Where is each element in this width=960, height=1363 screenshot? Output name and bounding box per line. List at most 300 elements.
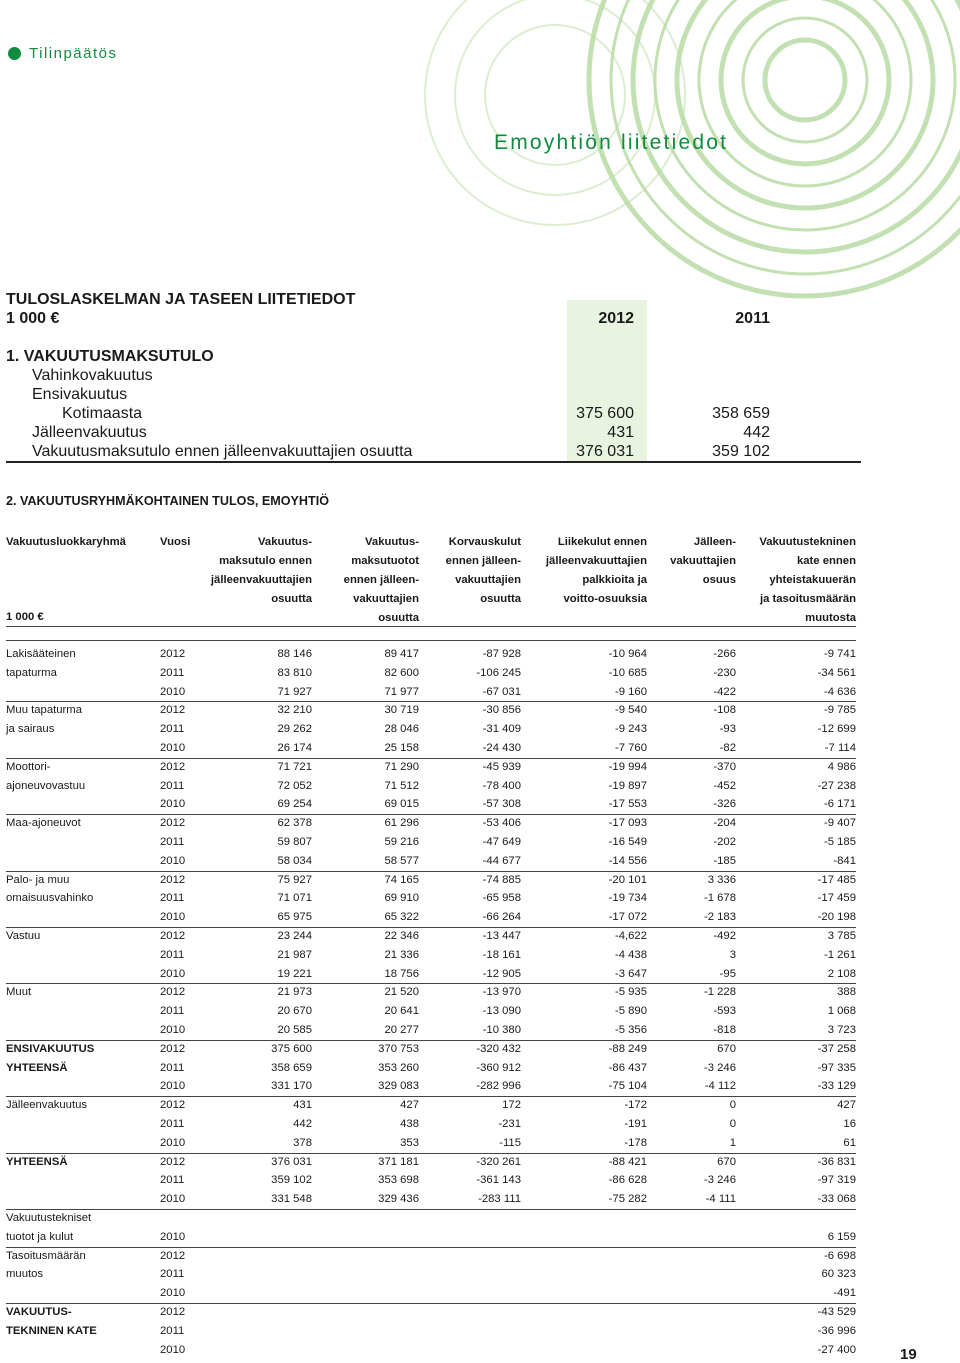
cell-c2: 22 346 [384,930,419,942]
cell-c2: 82 600 [384,666,419,679]
row-year: 2012 [160,648,186,660]
header-c5-line: osuus [702,573,736,586]
cell-c1: 375 600 [271,1042,312,1055]
header-c2-line: osuutta [378,611,419,624]
cell-c2: 353 260 [378,1061,419,1074]
cell-c4: -17 553 [608,798,647,811]
decorative-ring [677,0,933,208]
table2-row [6,1002,856,1021]
table1-title-row [6,290,861,309]
cell-c2: 21 520 [384,986,419,999]
cell-c1: 71 071 [277,892,312,905]
cell-c4: -191 [624,1118,647,1130]
table1-col-2011: 2011 [735,309,770,327]
table1-row-label: Vakuutusmaksutulo ennen jälleenvakuuttajien osuutta [32,442,413,460]
header-c5-line: vakuuttajien [670,554,736,567]
header-c6-line: Vakuutustekninen [759,536,856,548]
row-year: 2011 [160,1268,185,1281]
table1-row [6,366,861,385]
table2-row [6,946,856,965]
cell-c3: -360 912 [476,1061,521,1074]
cell-c6: -27 400 [817,1343,856,1356]
cell-c6: -20 198 [817,911,856,924]
cell-c5: -3 246 [703,1174,736,1187]
cell-c4: -17 072 [608,911,647,924]
cell-c4: -9 243 [614,723,647,736]
cell-c6: 1 068 [827,1005,856,1018]
cell-c1: 23 244 [277,930,312,942]
row-label: Moottori- [6,760,51,773]
cell-c5: -422 [713,685,736,698]
cell-c1: 32 210 [277,704,312,717]
cell-c1: 83 810 [277,666,312,679]
cell-c6: 427 [837,1099,856,1112]
section-tag [8,45,117,62]
cell-c5: -82 [719,742,736,754]
cell-c3: -320 261 [476,1155,521,1168]
table2-row [6,1115,856,1134]
cell-c4: -19 897 [608,779,647,792]
header-c6-line: kate ennen [796,554,856,567]
table2-row [6,645,856,664]
cell-c1: 442 [293,1118,312,1130]
cell-c1: 21 987 [277,948,312,961]
cell-c1: 20 670 [277,1005,312,1018]
header-rule-secondary [6,640,856,641]
table1-row [6,423,861,442]
cell-c6: -43 529 [817,1306,856,1318]
cell-c2: 353 [400,1136,419,1149]
header-unit [6,608,44,627]
cell-c1: 29 262 [277,723,312,736]
table2-row [6,1247,856,1266]
cell-c6: -36 831 [817,1155,856,1168]
cell-c1: 376 031 [271,1155,312,1168]
cell-c5: -818 [713,1024,736,1036]
table2-row [6,1134,856,1153]
cell-c6: -97 319 [817,1174,856,1187]
decorative-ring [743,18,867,142]
row-year: 2012 [160,1099,186,1112]
row-label: tuotot ja kulut [6,1230,74,1243]
cell-c4: -86 628 [608,1174,647,1187]
cell-c1: 431 [293,1099,312,1112]
row-label: Muut [6,986,32,999]
cell-c6: -33 129 [817,1080,856,1093]
cell-c1: 71 721 [277,760,312,773]
cell-c5: -452 [713,779,736,792]
cell-c6: -34 561 [817,666,856,679]
cell-c5: -93 [719,723,736,736]
table2-row [6,1341,856,1360]
decorative-ring [699,0,911,186]
cell-c4: -75 104 [608,1080,647,1093]
cell-c6: -9 741 [823,648,856,660]
cell-c2: 30 719 [384,704,419,717]
cell-c2: 329 436 [378,1193,419,1206]
cell-c5: -202 [713,836,736,848]
cell-c6: -36 996 [817,1324,856,1337]
cell-c5: -108 [713,704,736,717]
row-year: 2011 [160,1118,185,1130]
cell-c6: -491 [833,1287,856,1300]
table1-bottom-rule [6,461,861,463]
cell-c3: -57 308 [482,798,521,811]
cell-c6: 60 323 [821,1268,856,1281]
cell-c3: -115 [499,1136,521,1149]
cell-c2: 71 512 [384,779,419,792]
cell-c3: -10 380 [482,1024,521,1036]
cell-c6: -5 185 [823,836,856,848]
row-year: 2011 [160,1324,185,1337]
cell-c3: 172 [502,1099,521,1112]
cell-c3: -45 939 [482,760,521,773]
cell-c5: 0 [729,1118,736,1130]
cell-c6: -37 258 [817,1042,856,1055]
table2-row [6,1021,856,1040]
cell-c2: 69 015 [384,798,419,811]
cell-c6: -6 171 [823,798,856,811]
header-c3 [446,533,521,609]
table1-row [6,442,861,461]
table2-row [6,1209,856,1228]
cell-c4: -9 540 [614,704,647,717]
cell-c6: 16 [843,1118,856,1130]
cell-c5: 3 336 [707,873,736,886]
row-label: Vastuu [6,930,41,942]
cell-c3: -74 885 [482,873,521,886]
cell-c3: -13 970 [482,986,521,999]
table2-row [6,664,856,683]
cell-c3: -65 958 [482,892,521,905]
cell-c4: -17 093 [608,817,647,830]
row-year: 2011 [160,779,185,792]
row-year: 2012 [160,1306,186,1318]
row-year: 2012 [160,930,186,942]
cell-c4: -5 935 [614,986,647,999]
cell-c4: -88 421 [608,1155,647,1168]
table2-row [6,1284,856,1303]
table2-row [6,889,856,908]
cell-c4: -9 160 [614,685,647,698]
cell-c3: -67 031 [482,685,521,698]
header-c6-line: yhteistakuuerän [769,573,856,586]
row-year: 2010 [160,854,186,867]
header-c1-line: jälleenvakuuttajien [210,573,312,586]
cell-c6: -33 068 [817,1193,856,1206]
row-label: Vakuutustekniset [6,1212,92,1224]
cell-c2: 25 158 [384,742,419,754]
page-number: 19 [900,1346,917,1363]
cell-c6: -4 636 [823,685,856,698]
cell-c1: 62 378 [277,817,312,830]
decorative-rings [0,0,960,300]
row-year: 2010 [160,1287,186,1300]
cell-c6: 3 723 [827,1024,856,1036]
cell-c3: -53 406 [482,817,521,830]
row-label: ajoneuvovastuu [6,779,86,792]
cell-c2: 59 216 [384,836,419,848]
cell-c5: -230 [713,666,736,679]
row-label: TEKNINEN KATE [6,1324,97,1337]
cell-c3: -30 856 [482,704,521,717]
table1-header-row [6,309,861,328]
header-c2-line: Vakuutus- [365,536,419,548]
cell-c4: -178 [624,1136,647,1149]
cell-c6: -12 699 [817,723,856,736]
row-year: 2011 [160,948,185,961]
decorative-ring [425,0,685,225]
row-year: 2012 [160,704,186,717]
table2-row [6,1059,856,1078]
row-year: 2010 [160,1136,186,1149]
cell-c6: -1 261 [823,948,856,961]
row-year: 2012 [160,760,186,773]
cell-c4: -16 549 [608,836,647,848]
table2-row [6,720,856,739]
cell-c5: -1 228 [703,986,736,999]
cell-c3: -12 905 [482,967,521,980]
cell-c5: -326 [713,798,736,811]
cell-c3: -24 430 [482,742,521,754]
header-c4-line: palkkioita ja [582,573,647,586]
header-c1 [211,533,312,609]
cell-c6: -27 238 [817,779,856,792]
cell-c2: 71 290 [384,760,419,773]
cell-c1: 88 146 [277,648,312,660]
cell-c6: -9 407 [823,817,856,830]
table2-row [6,908,856,927]
decorative-ring [655,0,955,230]
row-label: Tasoitusmäärän [6,1249,86,1262]
decorative-ring [633,0,960,252]
table2-title: 2. VAKUUTUSRYHMÄKOHTAINEN TULOS, EMOYHTIÖ [6,494,330,508]
header-group [6,533,126,552]
row-year: 2011 [160,666,185,679]
table2-row [6,1171,856,1190]
table2-row [6,777,856,796]
cell-c3: -106 245 [476,666,521,679]
row-year: 2012 [160,817,186,830]
header-c2-line: vakuuttajien [353,592,419,605]
row-year: 2010 [160,1024,186,1036]
cell-c2: 370 753 [378,1042,419,1055]
cell-c5: -266 [713,648,736,660]
row-label: ja sairaus [6,723,55,736]
cell-c5: -4 111 [705,1193,736,1206]
page-title: Emoyhtiön liitetiedot [494,131,729,154]
row-year: 2011 [160,1061,185,1074]
cell-c2: 28 046 [384,723,419,736]
table1-value-2011: 359 102 [712,442,770,460]
cell-c2: 20 277 [384,1024,419,1036]
cell-c2: 65 322 [384,911,419,924]
decorative-ring [721,0,889,164]
table2-row [6,1265,856,1284]
cell-c4: -19 994 [608,760,647,773]
cell-c4: -172 [624,1099,647,1112]
cell-c4: -75 282 [608,1193,647,1206]
table1-title: TULOSLASKELMAN JA TASEEN LIITETIEDOT [6,290,356,308]
cell-c5: -95 [719,967,736,980]
cell-c3: -231 [498,1118,521,1130]
row-label: YHTEENSÄ [6,1061,68,1074]
row-year: 2010 [160,1080,186,1093]
cell-c6: -841 [833,854,856,867]
cell-c4: -10 964 [608,648,647,660]
cell-c2: 18 756 [384,967,419,980]
header-c3-line: osuutta [480,592,521,605]
header-c6 [759,533,856,628]
cell-c1: 19 221 [277,967,312,980]
table1-row-label: Kotimaasta [62,404,143,422]
cell-c4: -5 356 [614,1024,647,1036]
cell-c2: 371 181 [378,1155,419,1168]
cell-c3: -283 111 [478,1193,521,1206]
cell-c6: 6 159 [827,1230,856,1243]
decorative-ring [455,0,655,195]
bullet-dot-icon [8,47,21,60]
header-year-label: Vuosi [160,536,191,548]
header-c5-line: Jälleen- [693,536,736,548]
row-label: omaisuusvahinko [6,892,94,905]
table2-row [6,1077,856,1096]
row-year: 2011 [160,723,185,736]
cell-c1: 69 254 [277,798,312,811]
row-year: 2011 [160,836,185,848]
cell-c2: 21 336 [384,948,419,961]
cell-c3: -44 677 [482,854,521,867]
cell-c3: -87 928 [482,648,521,660]
cell-c6: 61 [843,1136,856,1149]
cell-c3: -282 996 [476,1080,521,1093]
cell-c2: 69 910 [384,892,419,905]
cell-c2: 353 698 [378,1174,419,1187]
table1-unit: 1 000 € [6,309,60,327]
cell-c4: -14 556 [608,854,647,867]
table2-row [6,1322,856,1341]
row-year: 2012 [160,1155,186,1168]
row-label: ENSIVAKUUTUS [6,1042,95,1055]
cell-c3: -13 090 [482,1005,521,1018]
row-year: 2010 [160,911,186,924]
cell-c5: -4 112 [704,1080,736,1093]
row-year: 2010 [160,1343,186,1356]
cell-c2: 74 165 [384,873,419,886]
cell-c1: 21 973 [277,986,312,999]
cell-c2: 438 [400,1118,419,1130]
table1-value-2011: 442 [743,423,770,441]
cell-c1: 331 548 [271,1193,312,1206]
cell-c3: -78 400 [482,779,521,792]
cell-c5: 670 [717,1042,736,1055]
table2-row [6,1040,856,1059]
table1-value-2012: 375 600 [576,404,634,422]
table1-row-label: Vahinkovakuutus [32,366,153,384]
cell-c1: 26 174 [277,742,312,754]
header-rule [6,626,856,627]
cell-c5: -1 678 [703,892,736,905]
cell-c5: -593 [713,1005,736,1018]
header-c2 [344,533,419,628]
table2-row [6,852,856,871]
row-year: 2012 [160,873,186,886]
cell-c1: 331 170 [271,1080,312,1093]
cell-c5: 3 [729,948,736,961]
table1-section: 1. VAKUUTUSMAKSUTULO [6,347,214,365]
header-c4-line: voitto-osuuksia [563,592,647,605]
table1-value-2012: 431 [607,423,634,441]
cell-c2: 20 641 [384,1005,419,1018]
decorative-ring [765,40,845,120]
header-c4-line: jälleenvakuuttajien [545,554,647,567]
cell-c3: -47 649 [482,836,521,848]
cell-c3: -31 409 [482,723,521,736]
cell-c4: -7 760 [614,742,647,754]
header-c3-line: ennen jälleen- [445,554,521,567]
cell-c6: -17 459 [817,892,856,905]
header-year [160,533,190,552]
cell-c6: -17 485 [817,873,856,886]
table2-row [6,1228,856,1247]
header-c2-line: maksutuotot [351,554,419,567]
header-c6-line: ja tasoitusmäärän [759,592,856,605]
cell-c4: -19 734 [608,892,647,905]
cell-c1: 59 807 [277,836,312,848]
row-year: 2010 [160,1230,186,1243]
row-year: 2011 [160,1174,185,1187]
row-label: Muu tapaturma [6,704,82,717]
header-c3-line: vakuuttajien [455,573,521,586]
cell-c1: 71 927 [277,685,312,698]
table1-row [6,404,861,423]
cell-c4: -4,622 [614,930,647,942]
cell-c3: -361 143 [476,1174,521,1187]
cell-c6: -7 114 [824,742,856,754]
cell-c5: -3 246 [703,1061,736,1074]
table2-row [6,1153,856,1172]
table1-row-label: Jälleenvakuutus [32,423,147,441]
cell-c1: 20 585 [277,1024,312,1036]
table2-row [6,795,856,814]
row-year: 2012 [160,986,186,999]
cell-c2: 71 977 [384,685,419,698]
header-group-label: Vakuutusluokkaryhmä [6,536,126,548]
cell-c5: 0 [729,1099,736,1112]
row-year: 2010 [160,967,186,980]
cell-c2: 61 296 [384,817,419,830]
cell-c4: -20 101 [608,873,647,886]
row-label: Maa-ajoneuvot [6,817,81,830]
section-label: Tilinpäätös [29,45,118,62]
cell-c4: -4 438 [614,948,647,961]
header-c4-line: Liikekulut ennen [557,536,647,548]
cell-c1: 58 034 [277,854,312,867]
row-year: 2012 [160,1042,186,1055]
cell-c3: -13 447 [482,930,521,942]
cell-c1: 65 975 [277,911,312,924]
cell-c6: -6 698 [823,1249,856,1262]
cell-c5: -185 [713,854,736,867]
cell-c1: 75 927 [277,873,312,886]
cell-c5: -2 183 [703,911,736,924]
cell-c4: -88 249 [608,1042,647,1055]
table2-row [6,927,856,946]
table2-row [6,871,856,890]
header-c1-line: osuutta [271,592,312,605]
cell-c3: -18 161 [482,948,521,961]
cell-c5: -204 [713,817,736,830]
